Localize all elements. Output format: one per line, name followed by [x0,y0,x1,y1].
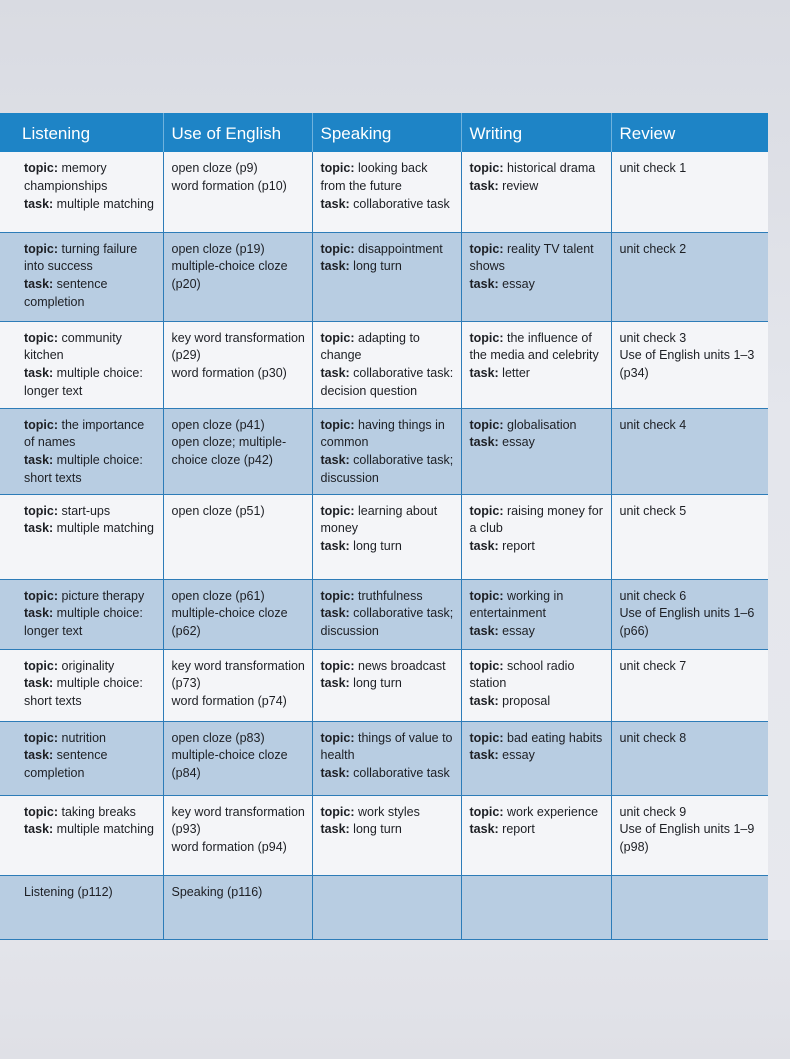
field-value: collaborative task: decision question [320,366,454,398]
cell-listening [0,721,163,795]
cell-line [620,330,763,348]
field-label: task: [24,366,54,380]
field-value: multiple choice: short texts [24,676,143,708]
field-value: Listening (p112) [24,884,113,899]
field-label: task: [320,539,350,553]
cell-writing [461,232,611,321]
field-label: task: [469,539,499,553]
cell-use-of-english [163,321,312,408]
cell-line [470,658,605,694]
field-label: task: [320,606,350,621]
field-value: multiple matching [53,521,154,536]
field-value: picture therapy [58,588,145,603]
field-value: start-ups [58,503,111,518]
field-value: word formation (p30) [171,366,287,380]
cell-line [470,730,605,748]
field-value: Use of English units 1–6 (p66) [619,606,755,638]
field-label: task: [469,366,499,380]
header-writing: Writing [461,113,611,152]
field-value: review [498,178,539,193]
field-value: long turn [349,676,402,691]
cell-listening [0,649,163,721]
cell-listening [0,579,163,649]
field-label: topic: [469,804,504,819]
field-value: Use of English units 1–3 (p34) [619,348,755,380]
field-label: topic: [24,161,59,175]
field-value: essay [498,624,535,638]
field-label: task: [469,178,499,193]
field-value: open cloze (p83) [171,730,265,745]
cell-line [172,434,306,470]
cell-speaking [312,649,461,721]
cell-use-of-english [163,494,312,579]
field-label: task: [24,453,54,467]
field-value: taking breaks [58,804,136,819]
cell-writing [461,795,611,875]
cell-line [24,675,157,711]
cell-line [620,160,763,178]
cell-speaking [312,795,461,875]
cell-line [620,241,763,259]
field-value: collaborative task; discussion [320,606,454,638]
field-value: long turn [349,539,402,553]
field-label: topic: [469,730,504,745]
field-label: topic: [320,503,355,518]
header-review: Review [611,113,768,152]
field-value: working in entertainment [469,588,564,621]
field-value: school radio station [469,658,575,691]
cell-line [172,839,306,857]
table-row [0,494,768,579]
field-value: essay [498,435,535,450]
cell-speaking [312,579,461,649]
cell-review [611,579,768,649]
field-label: topic: [469,417,504,432]
field-value: open cloze (p51) [171,503,265,518]
cell-line [172,365,306,383]
cell-line [24,365,157,401]
cell-line [470,747,605,765]
field-label: topic: [24,804,59,819]
field-value: letter [498,366,530,380]
field-value: Speaking (p116) [171,884,263,899]
cell-line [24,804,157,822]
field-value: essay [498,748,535,763]
cell-line [24,658,157,676]
cell-line [172,884,306,902]
cell-review [611,232,768,321]
field-value: report [498,539,535,553]
field-label: task: [24,748,54,763]
table-row [0,579,768,649]
cell-line [24,605,157,641]
field-value: unit check 2 [619,241,687,256]
cell-line [620,804,763,822]
field-label: topic: [24,241,59,256]
cell-line [172,588,306,606]
field-value: word formation (p74) [171,694,287,708]
cell-line [321,605,455,641]
field-label: topic: [320,730,355,745]
cell-line [24,730,157,748]
field-label: task: [24,676,54,691]
cell-writing [461,408,611,494]
cell-line [172,693,306,711]
cell-review [611,408,768,494]
field-value: collaborative task [349,766,450,780]
cell-line [470,276,605,294]
cell-line [321,538,455,556]
field-value: having things in common [320,417,445,450]
cell-line [172,747,306,783]
field-value: turning failure into success [24,241,138,274]
field-value: long turn [349,259,402,274]
cell-review [611,721,768,795]
field-label: task: [320,453,350,467]
cell-line [321,452,455,488]
cell-line [321,258,455,276]
cell-use-of-english [163,875,312,939]
field-label: task: [24,521,54,536]
cell-line [321,588,455,606]
cell-listening [0,152,163,232]
cell-line [172,178,306,196]
table-row [0,721,768,795]
cell-speaking [312,408,461,494]
cell-speaking [312,321,461,408]
cell-line [321,196,455,214]
cell-speaking [312,232,461,321]
cell-line [470,178,605,196]
cell-line [470,538,605,556]
cell-use-of-english [163,408,312,494]
field-value: historical drama [503,161,596,175]
cell-line [620,347,763,383]
cell-writing [461,721,611,795]
table-row [0,795,768,875]
field-value: unit check 4 [619,417,687,432]
field-value: word formation (p94) [171,840,287,854]
field-value: key word transformation (p29) [171,330,305,363]
cell-speaking [312,494,461,579]
cell-line [620,503,763,521]
cell-writing [461,321,611,408]
field-value: key word transformation (p73) [171,658,305,691]
field-value: multiple choice: short texts [24,453,143,485]
field-label: task: [320,676,350,691]
field-label: topic: [320,658,355,673]
cell-line [172,730,306,748]
field-value: unit check 6 [619,588,687,603]
field-label: topic: [469,161,504,175]
cell-line [321,821,455,839]
field-value: community kitchen [24,330,122,363]
field-label: topic: [320,161,355,175]
field-label: topic: [320,330,355,345]
cell-line [24,417,157,453]
field-label: topic: [469,658,504,673]
field-value: proposal [498,694,551,708]
field-value: originality [58,658,115,673]
field-value: essay [498,277,535,291]
cell-listening [0,795,163,875]
field-value: open cloze; multiple-choice cloze (p42) [171,435,287,467]
field-value: multiple choice: longer text [24,606,143,638]
cell-line [24,241,157,277]
cell-line [24,503,157,521]
field-value: word formation (p10) [171,178,287,193]
field-label: task: [24,822,54,837]
cell-line [172,258,306,294]
cell-line [321,658,455,676]
field-value: news broadcast [354,658,446,673]
field-value: unit check 7 [619,658,687,673]
header-listening: Listening [0,113,163,152]
field-label: topic: [469,330,504,345]
cell-line [470,693,605,711]
field-label: topic: [24,588,59,603]
cell-line [172,658,306,694]
field-value: open cloze (p41) [171,417,265,432]
cell-use-of-english [163,579,312,649]
cell-line [172,605,306,641]
header-speaking: Speaking [312,113,461,152]
field-value: disappointment [354,241,443,256]
field-value: open cloze (p61) [171,588,265,603]
cell-line [24,884,157,902]
field-value: collaborative task [349,196,450,211]
field-label: topic: [469,588,504,603]
field-value: multiple choice: longer text [24,366,143,398]
field-value: multiple-choice cloze (p84) [171,748,288,780]
field-value: unit check 8 [619,730,687,745]
cell-line [321,765,455,783]
table-row [0,232,768,321]
field-label: task: [320,766,350,780]
cell-line [470,804,605,822]
cell-use-of-english [163,649,312,721]
field-value: unit check 9 [619,804,687,819]
field-value: adapting to change [320,330,420,363]
cell-line [172,804,306,840]
cell-review [611,152,768,232]
table-row [0,649,768,721]
field-value: collaborative task; discussion [320,453,454,485]
cell-line [321,804,455,822]
field-value: nutrition [58,730,106,745]
cell-line [172,417,306,435]
field-value: looking back from the future [320,161,428,193]
cell-line [24,276,157,312]
field-label: task: [469,624,499,638]
field-label: task: [24,606,54,621]
table-body [0,152,768,939]
field-value: open cloze (p19) [171,241,265,256]
cell-listening [0,494,163,579]
cell-line [172,330,306,366]
field-value: sentence completion [24,277,108,309]
cell-line [321,730,455,766]
cell-line [24,330,157,366]
field-value: long turn [349,822,402,837]
cell-writing [461,579,611,649]
cell-speaking [312,875,461,939]
cell-line [470,417,605,435]
cell-line [321,365,455,401]
cell-writing [461,152,611,232]
cell-line [470,241,605,277]
cell-line [321,503,455,539]
cell-line [24,160,157,196]
field-value: Use of English units 1–9 (p98) [619,822,755,854]
field-value: multiple matching [53,822,154,837]
cell-line [470,588,605,624]
cell-line [470,821,605,839]
field-label: task: [469,694,499,708]
cell-line [470,434,605,452]
cell-line [24,196,157,214]
field-value: globalisation [503,417,577,432]
cell-writing [461,494,611,579]
field-value: truthfulness [354,588,423,603]
field-label: task: [469,277,499,291]
field-value: multiple-choice cloze (p62) [171,606,288,638]
field-value: unit check 3 [619,330,687,345]
field-label: topic: [320,804,355,819]
table-row [0,321,768,408]
cell-speaking [312,721,461,795]
cell-line [24,747,157,783]
cell-line [620,417,763,435]
cell-listening [0,875,163,939]
cell-review [611,649,768,721]
cell-line [321,241,455,259]
cell-line [24,821,157,839]
cell-listening [0,232,163,321]
field-value: the influence of the media and celebrity [469,330,599,363]
cell-line [620,658,763,676]
field-label: task: [469,435,499,450]
page-bottom-margin [0,940,790,1059]
cell-line [321,160,455,196]
field-label: topic: [24,730,59,745]
cell-line [24,588,157,606]
field-value: the importance of names [24,417,145,450]
field-value: reality TV talent shows [469,241,594,274]
cell-use-of-english [163,152,312,232]
cell-use-of-english [163,721,312,795]
cell-review [611,494,768,579]
field-label: task: [320,366,350,380]
field-label: task: [24,196,54,211]
table-row [0,875,768,939]
field-label: task: [469,822,499,837]
field-value: raising money for a club [469,503,603,536]
field-label: topic: [24,330,59,345]
field-label: topic: [24,417,59,432]
field-label: task: [469,748,499,763]
cell-line [470,160,605,178]
cell-line [172,241,306,259]
header-use-of-english: Use of English [163,113,312,152]
cell-line [321,417,455,453]
cell-line [321,675,455,693]
contents-table [0,113,768,940]
cell-listening [0,321,163,408]
cell-line [24,452,157,488]
cell-listening [0,408,163,494]
cell-writing [461,875,611,939]
cell-line [470,330,605,366]
field-label: topic: [24,658,59,673]
cell-review [611,321,768,408]
field-label: task: [320,822,350,837]
field-value: bad eating habits [503,730,603,745]
field-label: topic: [24,503,59,518]
cell-line [620,605,763,641]
field-value: multiple matching [53,196,154,211]
field-value: report [498,822,535,837]
cell-use-of-english [163,795,312,875]
cell-line [470,365,605,383]
cell-line [470,623,605,641]
field-value: things of value to health [320,730,453,763]
cell-line [172,160,306,178]
field-value: unit check 5 [619,503,687,518]
cell-line [321,330,455,366]
field-label: topic: [469,503,504,518]
field-label: task: [320,196,350,211]
field-label: topic: [469,241,504,256]
table-row [0,408,768,494]
cell-line [620,730,763,748]
table-row [0,152,768,232]
cell-use-of-english [163,232,312,321]
field-label: topic: [320,241,355,256]
field-value: learning about money [320,503,438,536]
field-value: memory championships [24,161,108,193]
table-header-row [0,113,768,152]
field-label: topic: [320,588,355,603]
cell-line [620,588,763,606]
field-value: open cloze (p9) [171,161,258,175]
field-label: topic: [320,417,355,432]
cell-line [172,503,306,521]
cell-line [620,821,763,857]
cell-line [24,520,157,538]
field-value: multiple-choice cloze (p20) [171,259,288,291]
field-value: work experience [503,804,599,819]
field-value: work styles [354,804,420,819]
cell-review [611,795,768,875]
cell-speaking [312,152,461,232]
cell-review [611,875,768,939]
field-value: sentence completion [24,748,108,780]
field-value: unit check 1 [619,161,687,175]
field-label: task: [320,259,350,274]
field-label: task: [24,277,54,291]
cell-writing [461,649,611,721]
field-value: key word transformation (p93) [171,804,305,837]
cell-line [470,503,605,539]
